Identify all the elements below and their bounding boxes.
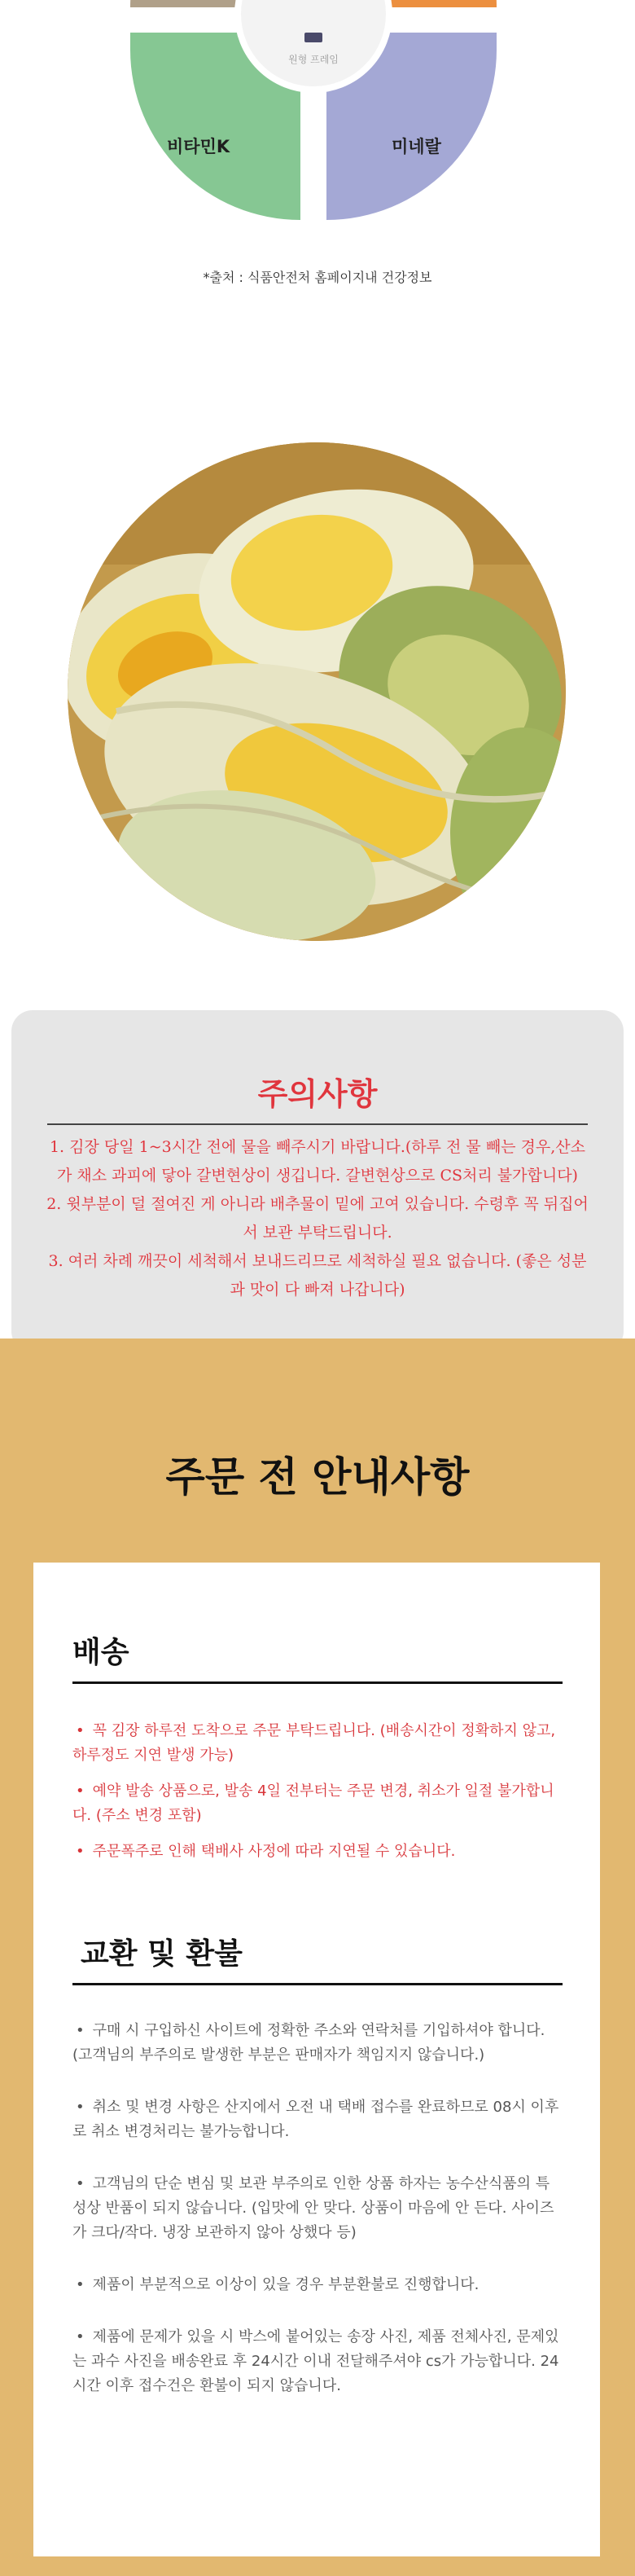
shipping-title: 배송 xyxy=(72,1636,129,1669)
nutrient-chart xyxy=(0,0,635,244)
caution-item: 3. 여러 차례 깨끗이 세척해서 보내드리므로 세척하실 필요 없습니다. (좋은 성분과 맛이 다 빠져 나갑니다) xyxy=(48,1252,587,1299)
list-item: • 구매 시 구입하신 사이트에 정확한 주소와 연락처를 기입하셔야 합니다.(고객님의 부주의로 발생한 부분은 판매자가 책임지지 않습니다.) xyxy=(72,2019,561,2068)
order-notice-title: 주문 전 안내사항 xyxy=(165,1453,470,1501)
caution-title: 주의사항 xyxy=(257,1075,378,1112)
list-item: • 취소 및 변경 사항은 산지에서 오전 내 택배 접수를 완료하므로 08시 이후로 취소 변경처리는 불가능합니다. xyxy=(72,2095,561,2144)
order-notice-section xyxy=(0,1339,635,2576)
list-item: • 제품이 부분적으로 이상이 있을 경우 부분환불로 진행합니다. xyxy=(72,2273,561,2297)
image-placeholder-icon xyxy=(304,33,322,42)
center-caption: 원형 프레임 xyxy=(288,54,339,65)
refund-divider xyxy=(72,1983,563,1985)
caution-divider xyxy=(47,1123,588,1125)
refund-title: 교환 및 환불 xyxy=(81,1937,243,1971)
shipping-divider xyxy=(72,1681,563,1684)
list-item: • 고객님의 단순 변심 및 보관 부주의로 인한 상품 하자는 농수산식품의 특성상 반품이 되지 않습니다. (입맛에 안 맞다. 상품이 마음에 안 든다. 사이즈가 크다/작다. 냉장 보관하지 않아 상했다 등) xyxy=(72,2172,561,2245)
cabbage-photo xyxy=(68,442,566,941)
mineral-label: 미네랄 xyxy=(392,137,441,156)
list-item: • 예약 발송 상품으로, 발송 4일 전부터는 주문 변경, 취소가 일절 불가합니다. (주소 변경 포함) xyxy=(72,1779,561,1828)
notice-card xyxy=(33,1563,600,2556)
shipping-list xyxy=(72,1719,561,1875)
list-item: • 제품에 문제가 있을 시 박스에 붙어있는 송장 사진, 제품 전체사진, 문제있는 과수 사진을 배송완료 후 24시간 이내 전달해주셔야 cs가 가능합니다. 24시간 이후 접수건은 환불이 되지 않습니다. xyxy=(72,2325,561,2398)
caution-item: 2. 윗부분이 덜 절여진 게 아니라 배추물이 밑에 고여 있습니다. 수령후 꼭 뒤집어서 보관 부탁드립니다. xyxy=(46,1195,589,1242)
vitamin-k-label: 비타민K xyxy=(167,137,230,156)
refund-list xyxy=(72,2019,561,2426)
nutrient-donut xyxy=(130,0,497,220)
list-item: • 주문폭주로 인해 택배사 사정에 따라 지연될 수 있습니다. xyxy=(72,1840,561,1864)
source-note: *출처 : 식품안전처 홈페이지내 건강정보 xyxy=(203,270,432,285)
list-item: • 꼭 김장 하루전 도착으로 주문 부탁드립니다. (배송시간이 정확하지 않고, 하루정도 지연 발생 가능) xyxy=(72,1719,561,1768)
caution-item: 1. 김장 당일 1~3시간 전에 물을 빼주시기 바랍니다.(하루 전 물 빼는 경우,산소가 채소 과피에 닿아 갈변현상이 생깁니다. 갈변현상으로 CS처리 불가합니다) xyxy=(49,1138,586,1185)
caution-box xyxy=(11,1010,624,1352)
